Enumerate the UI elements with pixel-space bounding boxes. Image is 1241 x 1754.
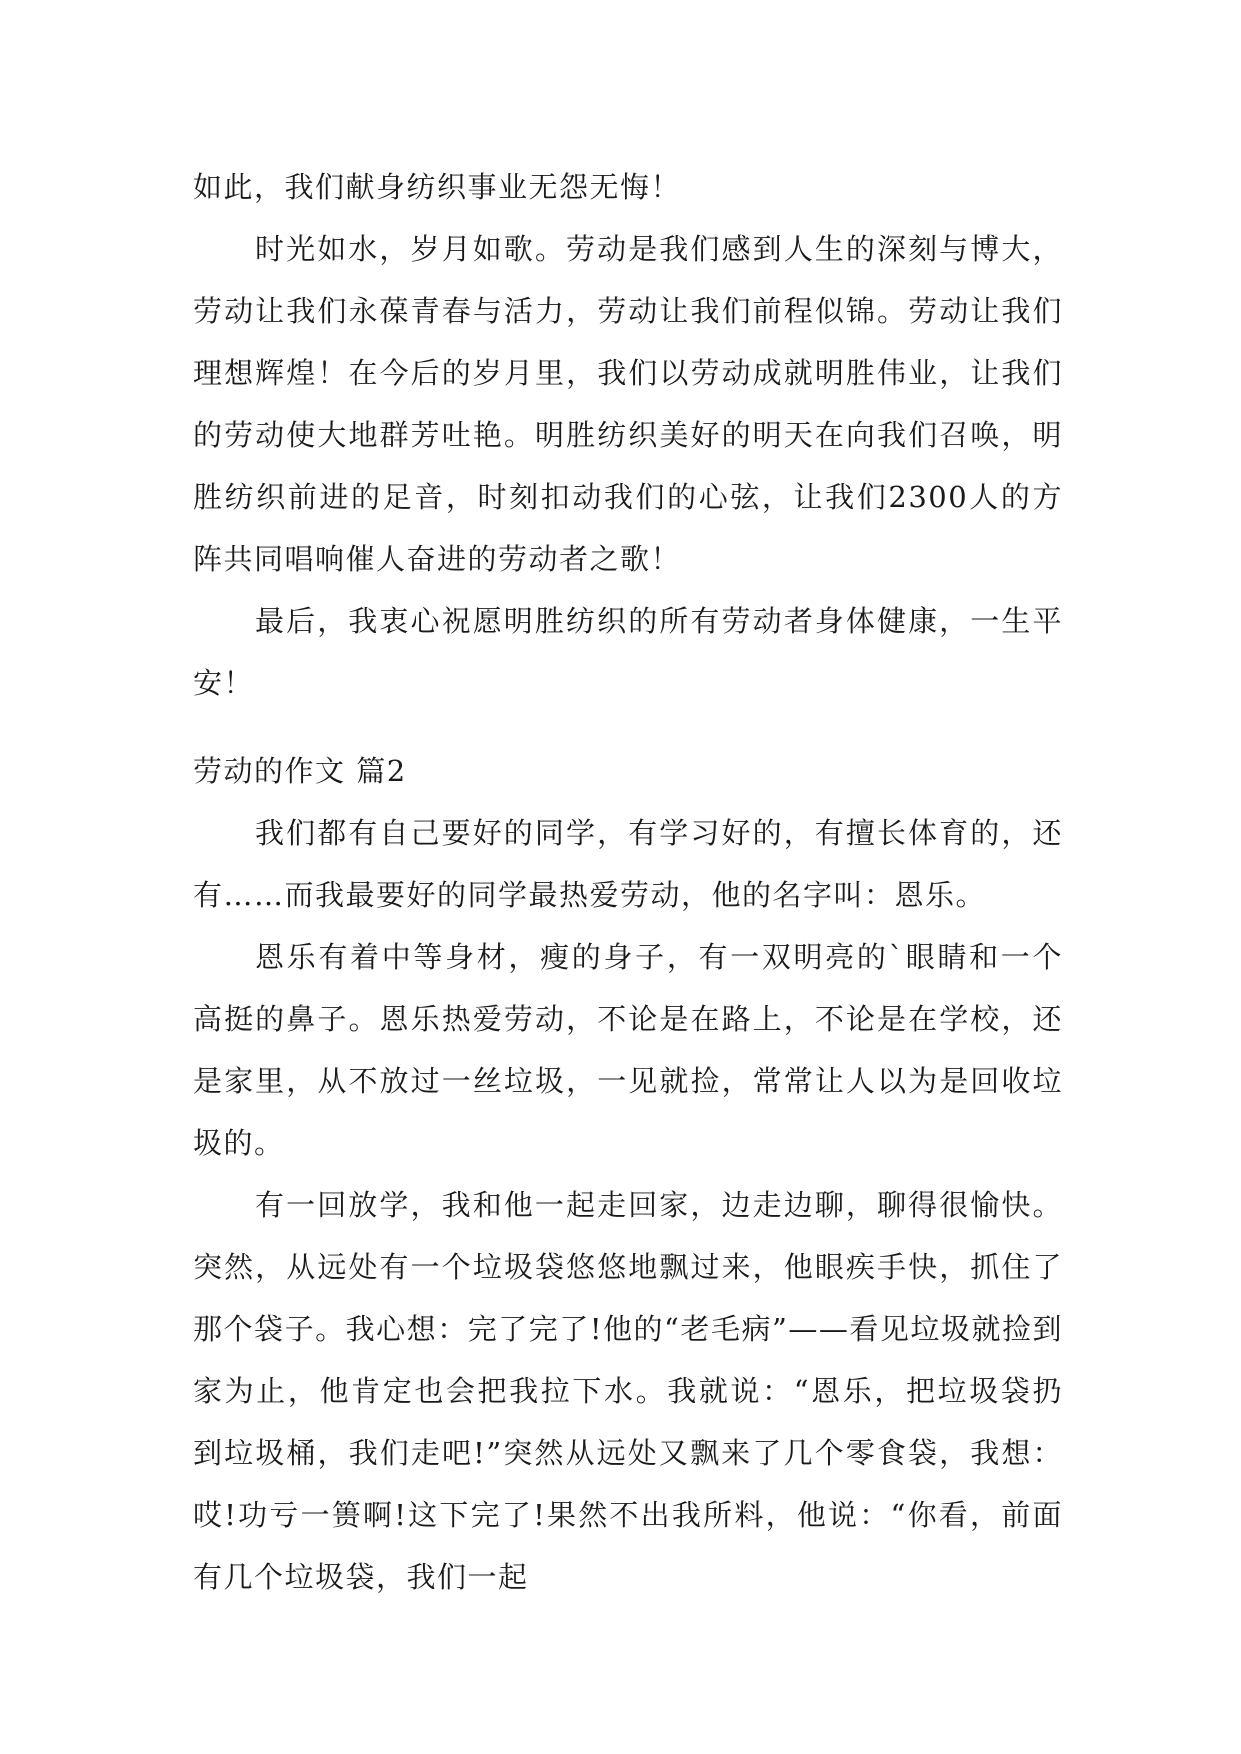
- paragraph: 时光如水，岁月如歌。劳动是我们感到人生的深刻与博大，劳动让我们永葆青春与活力，劳动让我们前程似锦。劳动让我们理想辉煌！在今后的岁月里，我们以劳动成就明胜伟业，让我们的劳动使大地群芳吐艳。明胜纺织美好的明天在向我们召唤，明胜纺织前进的足音，时刻扣动我们的心弦，让我们2300人的方阵共同唱响催人奋进的劳动者之歌！: [193, 232, 1063, 576]
- section-heading: 劳动的作文 篇2: [193, 754, 407, 788]
- paragraph-continued: 如此，我们献身纺织事业无怨无悔！: [193, 170, 682, 204]
- paragraph: 我们都有自己要好的同学，有学习好的，有擅长体育的，还有……而我最要好的同学最热爱劳动，他的名字叫：恩乐。: [193, 816, 1063, 912]
- paragraph: 最后，我衷心祝愿明胜纺织的所有劳动者身体健康，一生平安！: [193, 604, 1063, 700]
- section2-body: [193, 802, 1063, 1608]
- section1-body: [193, 156, 1063, 714]
- paragraph: 恩乐有着中等身材，瘦的身子，有一双明亮的`眼睛和一个高挺的鼻子。恩乐热爱劳动，不论是在路上，不论是在学校，还是家里，从不放过一丝垃圾，一见就捡，常常让人以为是回收垃圾的。: [193, 940, 1063, 1160]
- paragraph: 有一回放学，我和他一起走回家，边走边聊，聊得很愉快。突然，从远处有一个垃圾袋悠悠地飘过来，他眼疾手快，抓住了那个袋子。我心想：完了完了!他的“老毛病”——看见垃圾就捡到家为止，他肯定也会把我拉下水。我就说：“恩乐，把垃圾袋扔到垃圾桶，我们走吧!”突然从远处又飘来了几个零食袋，我想：哎!功亏一篑啊!这下完了!果然不出我所料，他说：“你看，前面有几个垃圾袋，我们一起: [193, 1188, 1063, 1594]
